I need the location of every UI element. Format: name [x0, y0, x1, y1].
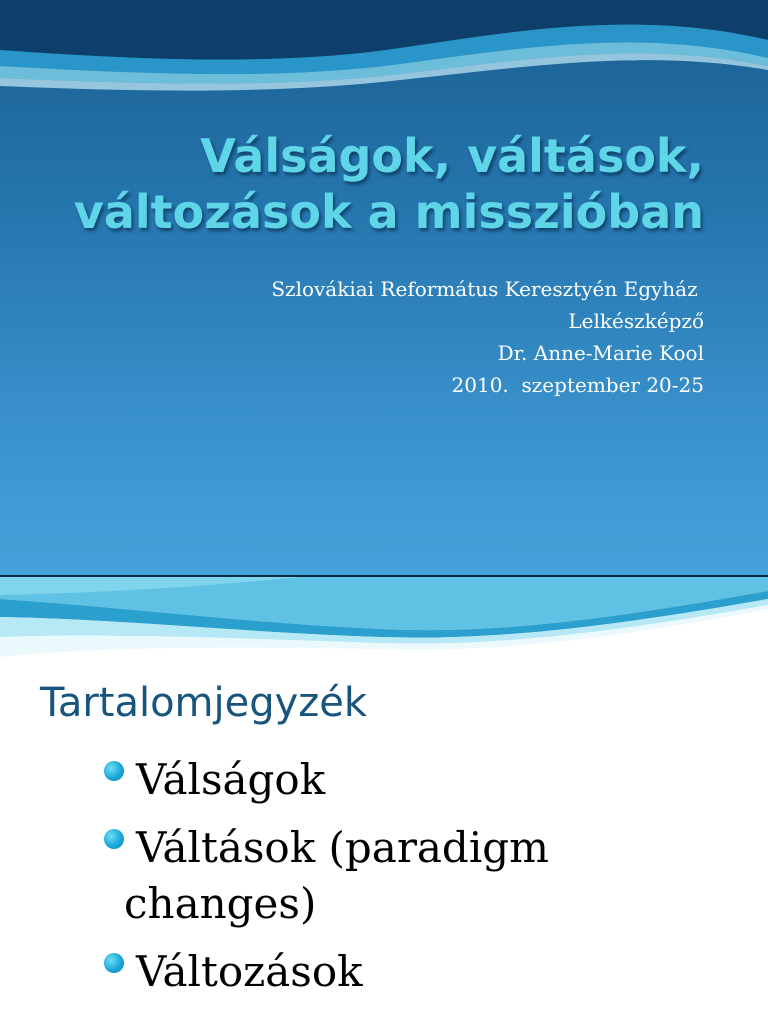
- slide-title-line-2: változások a misszióban: [73, 185, 704, 240]
- bullet-icon: [104, 761, 124, 781]
- bullet-icon: [104, 953, 124, 973]
- subtitle-line-4: 2010. szeptember 20-25: [451, 373, 704, 397]
- list-item-text-continued: changes): [124, 879, 317, 928]
- bullet-icon: [104, 829, 124, 849]
- contents-slide: [0, 577, 768, 1024]
- contents-list: [100, 752, 720, 1012]
- list-item: [100, 752, 720, 808]
- list-item-text: Változások: [136, 947, 363, 996]
- list-item-text: Válságok: [136, 755, 326, 804]
- subtitle-line-3: Dr. Anne-Marie Kool: [497, 341, 704, 365]
- list-item: [100, 944, 720, 1000]
- subtitle-line-2: Lelkészképző: [568, 309, 704, 333]
- subtitle-line-1: Szlovákiai Református Keresztyén Egyház: [271, 277, 704, 301]
- list-item-text: Váltások (paradigm: [136, 823, 549, 872]
- list-item: [100, 820, 720, 932]
- contents-heading: Tartalomjegyzék: [40, 680, 368, 726]
- wave-decoration: [0, 577, 768, 667]
- slide-subtitle: [40, 273, 704, 401]
- slide-title-line-1: Válságok, váltások,: [200, 129, 704, 183]
- slide-title: [40, 128, 704, 240]
- wave-decoration: [0, 0, 768, 110]
